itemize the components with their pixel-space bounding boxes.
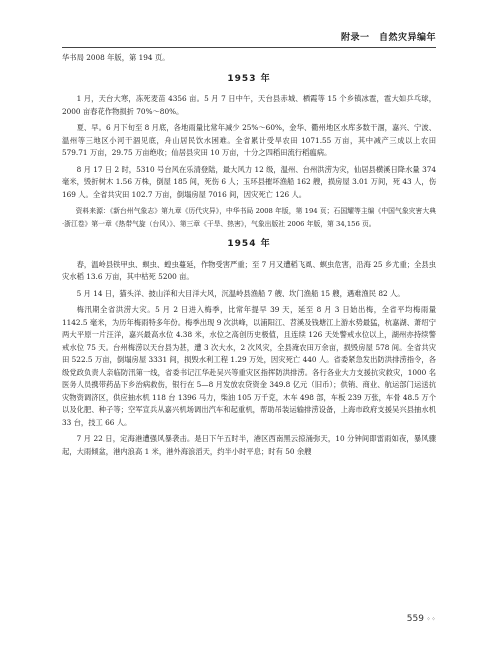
record-paragraph: 夏、早。6 月下旬至 8 月底，各地雨量比常年减少 25%～60%，金华、衢州地区水库多数干涸，嘉兴、宁波、温州等三地区小河干涸见底，舟山居民饮水困难。全省累计受旱农田 1071.55 万亩，其中减产三成以上农田 579.71 万亩，29.75 万亩绝收；仙居县灾田 10 万亩，十分之四稻田流行稻瘟病。: [62, 123, 436, 157]
page-body: [62, 52, 436, 462]
record-paragraph: 8 月 17 日 2 时，5310 号台风在乐清登陆，最大风力 12 级，温州、台州洪涝为灾，仙居县横溪日降水量 374 毫米，毁折树木 1.56 万株，倒屋 185 间，死伤 6 人；玉环县摧坏渔船 162 艘，损房屋 3.01 万间，死 43 人，伤 169 人。全省共灾田 102.7 万亩，倒塌房屋 7016 间，因灾死亡 126 人。: [62, 164, 436, 199]
record-paragraph: 梅汛期全省洪涝大灾。5 月 2 日进入梅季，比常年提早 39 天，延至 8 月 3 日始出梅，全省平均梅雨量 1142.5 毫米，为历年梅雨特多年份。梅季出现 9 次洪峰，以浦阳江、苕溪及钱塘江上游水势最猛，杭嘉湖、萧绍宁两大平原一片汪洋，嘉兴最高水位 4.38 米，水位之高创历史极值，且连续 126 天处警戒水位以上，湖州亦持续警戒水位 75 天。台州梅涝以天台县为甚，遭 3 次大水，2 次风灾，全县淹农田万余亩，损毁房屋 578 间。全省共灾田 522.5 万亩，倒塌房屋 3331 间，损毁水利工程 1.29 万处，因灾死亡 440 人。省委紧急发出防洪排涝指令，各级党政负责人亲临防汛第一线，省委书记江华赴吴兴等重灾区指挥防洪排涝。各行各业大力支援抗灾救灾，1000 名医务人员携带药品下乡治病救伤，银行在 5—8 月发放农贷资金 349.8 亿元（旧币）；供销、商业、航运部门运送抗灾物资调济区，供应抽水机 118 台 1396 马力，柴油 105 万千克，木车 498 部，车板 239 万张，车骨 48.5 万个以及化肥、种子等；空军宣兵从嘉兴机场调出汽车和起重机，帮助吊装运输排涝设备，上海市政府支援吴兴县抽水机 33 台，技工 66 人。: [62, 305, 436, 427]
record-paragraph: 1 月，天台大寒，冻死麦苗 4356 亩。5 月 7 日中午，天台县赤城、栖霞等 15 个乡镇冰雹，雹大如乒乓球，2000 亩春花作物损折 70%～80%。: [62, 94, 436, 116]
record-paragraph: 7 月 22 日，定海港遭强风暴袭击。是日下午五时半，港区西南黑云掠涌弥天，10 分钟间即雷雨如夜，暴风骤起，大雨倾盆，港内浪高 1 米，港外海浪滔天，约半小时平息；时有 50 余艘: [62, 434, 436, 456]
source-citation: 资料来源：《新台州气象志》第九章《历代灾异》，中华书局 2008 年版，第 194 页；石国耀等主编《中国气象灾害大典·浙江卷》第一章《热带气旋（台风）》、第三章《干旱、热害》，气象出版社 2006 年版，第 34,156 页。: [62, 207, 436, 228]
year-heading: 1954 年: [227, 239, 271, 249]
year-heading: 1953 年: [227, 73, 271, 84]
running-header: 附录一 自然灾异编年: [340, 33, 436, 43]
record-paragraph: 5 月 14 日，猫头洋、披山洋和大目洋大风，沉温岭县渔船 7 艘、坎门渔船 15 艘，遇难渔民 82 人。: [76, 288, 405, 298]
record-paragraph: 春，温岭县铁甲虫、螟虫、蝗虫蔓延，作物受害严重；至 7 月又遭稻飞虱、螟虫危害，沿海 25 乡尤重；全县虫灾水稻 13.6 万亩，其中枯死 5200 亩。: [62, 259, 436, 281]
header-divider: [62, 47, 436, 48]
record-paragraph: 华书局 2008 年版，第 194 页。: [62, 53, 170, 62]
page-number: 559: [406, 614, 424, 624]
page-footer: [407, 614, 436, 624]
page-mark: ⁘⁘: [425, 616, 436, 623]
